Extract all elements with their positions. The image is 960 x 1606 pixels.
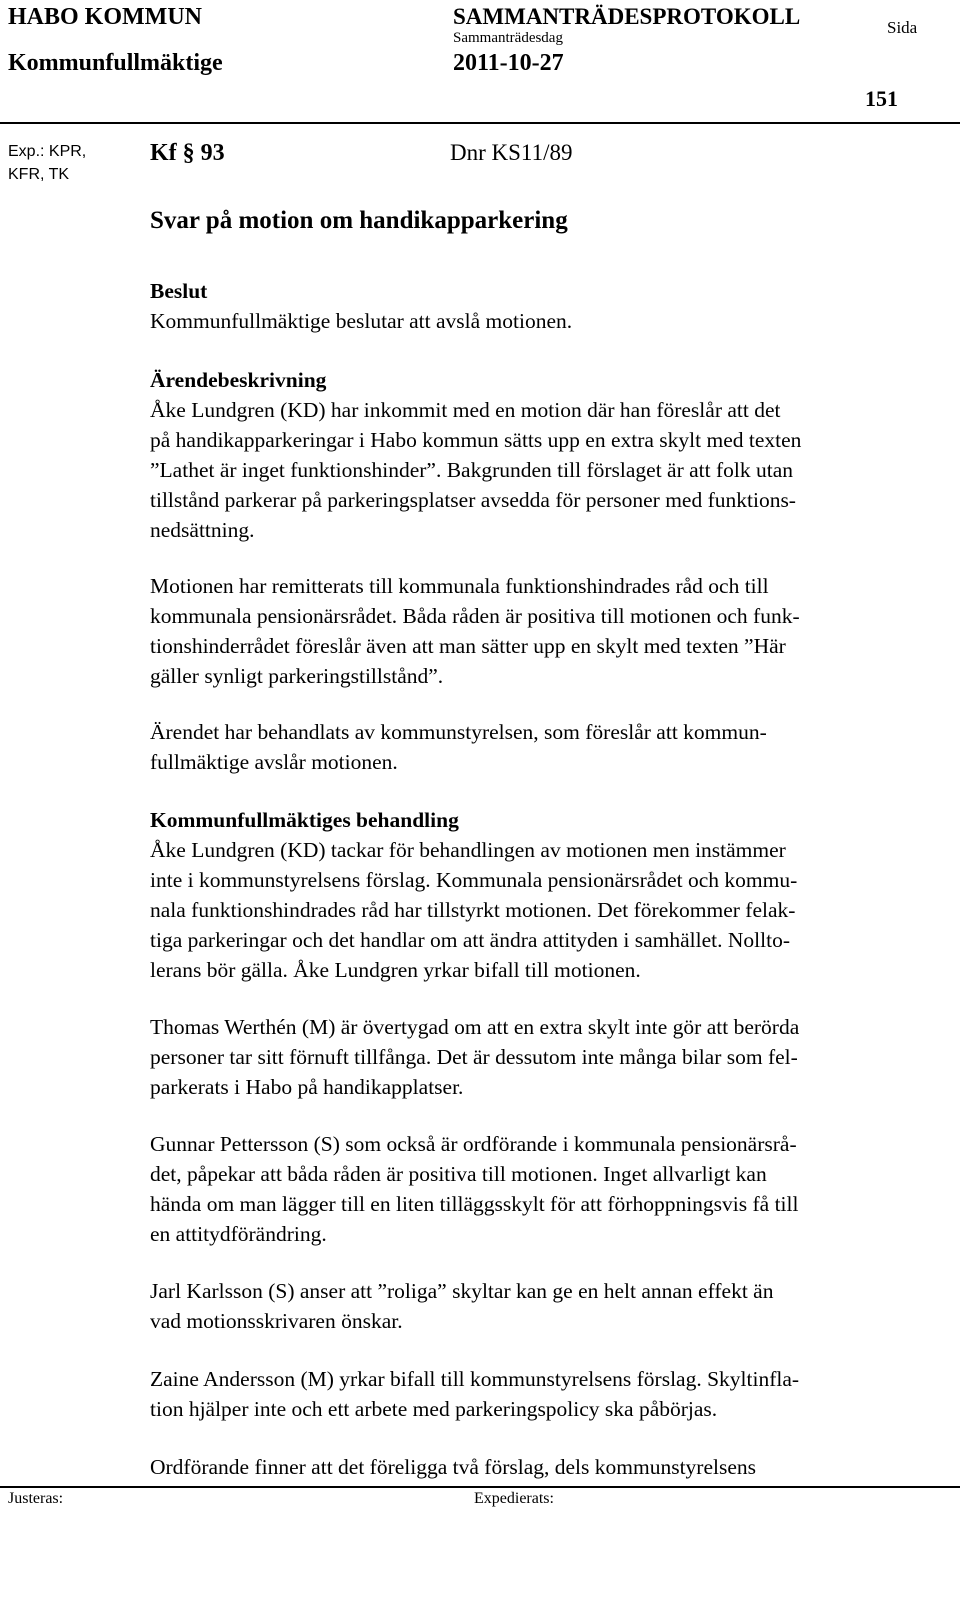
behandling-p6	[150, 1452, 940, 1482]
text-line: tillstånd parkerar på parkeringsplatser avsedda för personer med funktions-	[150, 488, 796, 512]
text-line: fullmäktige avslår motionen.	[150, 750, 398, 774]
expedierats-label: Expedierats:	[474, 1490, 554, 1507]
text-line: tion hjälper inte och ett arbete med parkeringspolicy ska påbörjas.	[150, 1397, 718, 1421]
text-line: parkerats i Habo på handikapplatser.	[150, 1075, 464, 1099]
text-line: på handikapparkeringar i Habo kommun sätts upp en extra skylt med texten	[150, 428, 802, 452]
behandling-p5	[150, 1364, 940, 1424]
justeras-label: Justeras:	[8, 1490, 64, 1507]
beslut-heading: Beslut	[150, 279, 208, 303]
arendebeskrivning-section	[150, 365, 940, 545]
body-name: Kommunfullmäktige	[8, 50, 223, 76]
page-number: 151	[865, 86, 898, 111]
text-line: Thomas Werthén (M) är övertygad om att en extra skylt inte gör att berörda	[150, 1015, 800, 1039]
text-line: hända om man lägger till en liten tilläggsskylt för att förhoppningsvis få till	[150, 1192, 799, 1216]
text-line: en attitydförändring.	[150, 1222, 327, 1246]
text-line: Åke Lundgren (KD) tackar för behandlingen av motionen men instämmer	[150, 838, 786, 862]
behandling-p2	[150, 1012, 940, 1102]
date-label: Sammanträdesdag	[453, 30, 563, 46]
text-line: Ärendet har behandlats av kommunstyrelsen, som föreslår att kommun-	[150, 720, 767, 744]
arendebeskrivning-p2	[150, 571, 940, 691]
behandling-section	[150, 805, 940, 985]
text-line: Jarl Karlsson (S) anser att ”roliga” skyltar kan ge en helt annan effekt än	[150, 1279, 774, 1303]
beslut-section	[150, 276, 940, 336]
footer-divider	[0, 1486, 960, 1488]
beslut-text: Kommunfullmäktige beslutar att avslå motionen.	[150, 309, 573, 333]
text-line: tiga parkeringar och det handlar om att ändra attityden i samhället. Nollto-	[150, 928, 791, 952]
org-name: HABO KOMMUN	[8, 4, 202, 30]
text-line: kommunala pensionärsrådet. Båda råden är positiva till motionen och funk-	[150, 604, 800, 628]
case-paragraph: Kf § 93	[150, 140, 225, 166]
header-divider	[0, 122, 960, 124]
case-title: Svar på motion om handikapparkering	[150, 207, 568, 234]
exp-line-1: Exp.: KPR,	[8, 143, 87, 160]
text-line: det, påpekar att båda råden är positiva till motionen. Inget allvarligt kan	[150, 1162, 767, 1186]
behandling-p3	[150, 1129, 940, 1249]
text-line: gäller synligt parkeringstillstånd”.	[150, 664, 444, 688]
arendebeskrivning-p3	[150, 717, 940, 777]
text-line: inte i kommunstyrelsens förslag. Kommunala pensionärsrådet och kommu-	[150, 868, 798, 892]
text-line: ”Lathet är inget funktionshinder”. Bakgrunden till förslaget är att folk utan	[150, 458, 794, 482]
text-line: Motionen har remitterats till kommunala funktionshindrades råd och till	[150, 574, 769, 598]
text-line: Åke Lundgren (KD) har inkommit med en motion där han föreslår att det	[150, 398, 781, 422]
behandling-heading: Kommunfullmäktiges behandling	[150, 808, 459, 832]
text-line: Gunnar Pettersson (S) som också är ordförande i kommunala pensionärsrå-	[150, 1132, 797, 1156]
text-line: lerans bör gälla. Åke Lundgren yrkar bifall till motionen.	[150, 958, 641, 982]
meeting-date: 2011-10-27	[453, 50, 564, 76]
text-line: nala funktionshindrades råd har tillstyrkt motionen. Det förekommer felak-	[150, 898, 796, 922]
text-line: nedsättning.	[150, 518, 255, 542]
text-line: Ordförande finner att det föreligga två förslag, dels kommunstyrelsens	[150, 1455, 756, 1479]
page-label: Sida	[887, 18, 918, 37]
case-dnr: Dnr KS11/89	[450, 140, 573, 165]
text-line: Zaine Andersson (M) yrkar bifall till kommunstyrelsens förslag. Skyltinfla-	[150, 1367, 800, 1391]
exp-line-2: KFR, TK	[8, 166, 70, 183]
protocol-title: SAMMANTRÄDESPROTOKOLL	[453, 4, 801, 29]
behandling-p4	[150, 1276, 940, 1336]
arendebeskrivning-heading: Ärendebeskrivning	[150, 368, 327, 392]
text-line: personer tar sitt förnuft tillfånga. Det är dessutom inte många bilar som fel-	[150, 1045, 798, 1069]
text-line: tionshinderrådet föreslår även att man sätter upp en skylt med texten ”Här	[150, 634, 786, 658]
text-line: vad motionsskrivaren önskar.	[150, 1309, 403, 1333]
